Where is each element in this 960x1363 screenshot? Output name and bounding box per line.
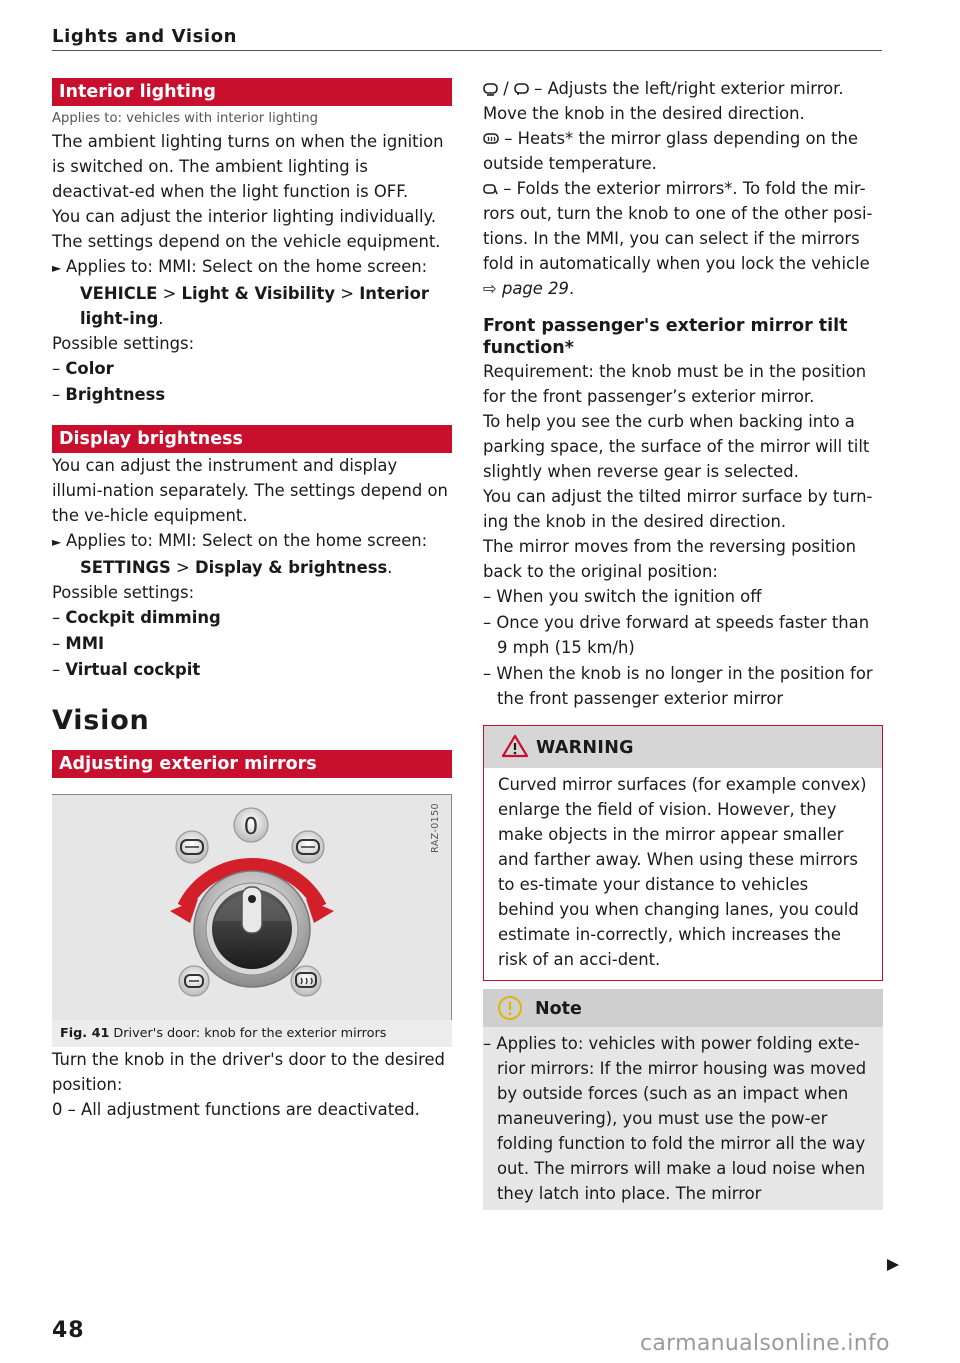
paragraph: The ambient lighting turns on when the ignition is switched on. The ambient lighting is deactivat-ed when the light function is OFF. [52,132,444,201]
paragraph: Requirement: the knob must be in the position for the front passenger’s exterior mirror. [483,362,867,406]
paragraph: You can adjust the interior lighting individually. The settings depend on the vehicle equipment. [52,207,441,251]
paragraph: To help you see the curb when backing into a parking space, the surface of the mirror will tilt slightly when reverse gear is selected. [483,412,870,481]
list-item: – Virtual cockpit [52,660,201,679]
warning-text: Curved mirror surfaces (for example convex) enlarge the field of vision. However, they make objects in the mirror appear smaller and farther away. When using these mirrors to es-timate your distance to vehicles behind you when changing lanes, you could estimate in-correctly, which increases the risk of an acci-dent. [498,775,867,969]
watermark: carmanualsonline.info [640,1331,890,1356]
list-item: – When the knob is no longer in the position for the front passenger exterior mirror [483,664,873,708]
warning-box [483,725,883,981]
list-item: – Brightness [52,385,166,404]
fold-mirror-icon [483,183,498,196]
figure-mirror-knob [52,794,452,1020]
left-mirror-icon [483,83,498,96]
subheading-tilt-function: Front passenger's exterior mirror tilt function* [483,316,848,358]
instruction-step: ► Applies to: MMI: Select on the home screen: SETTINGS > Display & brightness. [52,531,428,577]
right-mirror-icon [514,83,529,96]
step-arrow-icon: ► [52,261,62,275]
list-item: – Once you drive forward at speeds faster than 9 mph (15 km/h) [483,613,870,657]
note-text: – Applies to: vehicles with power folding exte-rior mirrors: If the mirror housing was moved by outside forces (such as an impact when maneuvering), you must use the pow-er folding function to fold the mirror all the way out. The mirrors will make a loud noise when they latch into place. The mirror [483,1034,867,1203]
knob-icon [194,871,310,987]
paragraph: Possible settings: [52,334,195,353]
continue-arrow-icon [886,1258,900,1272]
section-heading-exterior-mirrors: Adjusting exterior mirrors [52,750,452,778]
left-column [52,78,452,1122]
paragraph: Possible settings: [52,583,195,602]
mirror-heat-paragraph: – Heats* the mirror glass depending on the outside temperature. [483,129,859,173]
right-column [483,76,883,1210]
page-reference-link[interactable]: ⇨ page 29 [483,279,569,298]
paragraph: 0 – All adjustment functions are deactivated. [52,1100,420,1119]
mirror-heating-position-icon [291,966,321,996]
paragraph: You can adjust the instrument and display illumi-nation separately. The settings depend on the ve-hicle equipment. [52,456,448,525]
note-header [483,989,883,1027]
applies-note: Applies to: vehicles with interior lighting [52,111,319,126]
step-arrow-icon: ► [52,535,62,549]
list-item: – Color [52,359,114,378]
warning-title: WARNING [536,738,634,758]
mirror-fold-paragraph: – Folds the exterior mirrors*. To fold the mir-rors out, turn the knob to one of the other posi-tions. In the MMI, you can select if the mirrors fold in automatically when you lock the vehicle ⇨ page 29. [483,179,873,298]
mirror-heating-icon [483,133,499,147]
position-zero-icon [234,808,268,842]
page-number: 48 [52,1318,85,1343]
note-box [483,989,883,1210]
mirror-adjust-paragraph: / – Adjusts the left/right exterior mirror. Move the knob in the desired direction. [483,79,844,123]
mirror-knob-illustration [52,795,452,1021]
header-rule [52,50,882,51]
section-heading-interior-lighting: Interior lighting [52,78,452,106]
list-item: – MMI [52,634,105,653]
chapter-title: Vision [52,705,150,736]
list-item: – When you switch the ignition off [483,587,762,606]
warning-header [484,726,882,768]
figure-caption: Fig. 41 Driver's door: knob for the exterior mirrors [52,1020,452,1047]
paragraph: Turn the knob in the driver's door to the desired position: [52,1050,445,1094]
paragraph: You can adjust the tilted mirror surface by turn-ing the knob in the desired direction. [483,487,873,531]
running-header: Lights and Vision [52,26,238,47]
figure-code: RAZ-0150 [430,803,441,853]
warning-triangle-icon [502,734,528,758]
fold-mirrors-position-icon [179,966,209,996]
note-title: Note [535,999,582,1019]
instruction-step: ► Applies to: MMI: Select on the home screen: VEHICLE > Light & Visibility > Interior light-ing. [52,257,429,328]
right-mirror-position-icon [292,831,324,863]
list-item: – Cockpit dimming [52,608,221,627]
section-heading-display-brightness: Display brightness [52,425,452,453]
paragraph: The mirror moves from the reversing position back to the original position: [483,537,857,581]
left-mirror-position-icon [176,831,208,863]
note-exclamation-icon [497,995,523,1021]
position-zero-label: 0 [243,814,259,840]
